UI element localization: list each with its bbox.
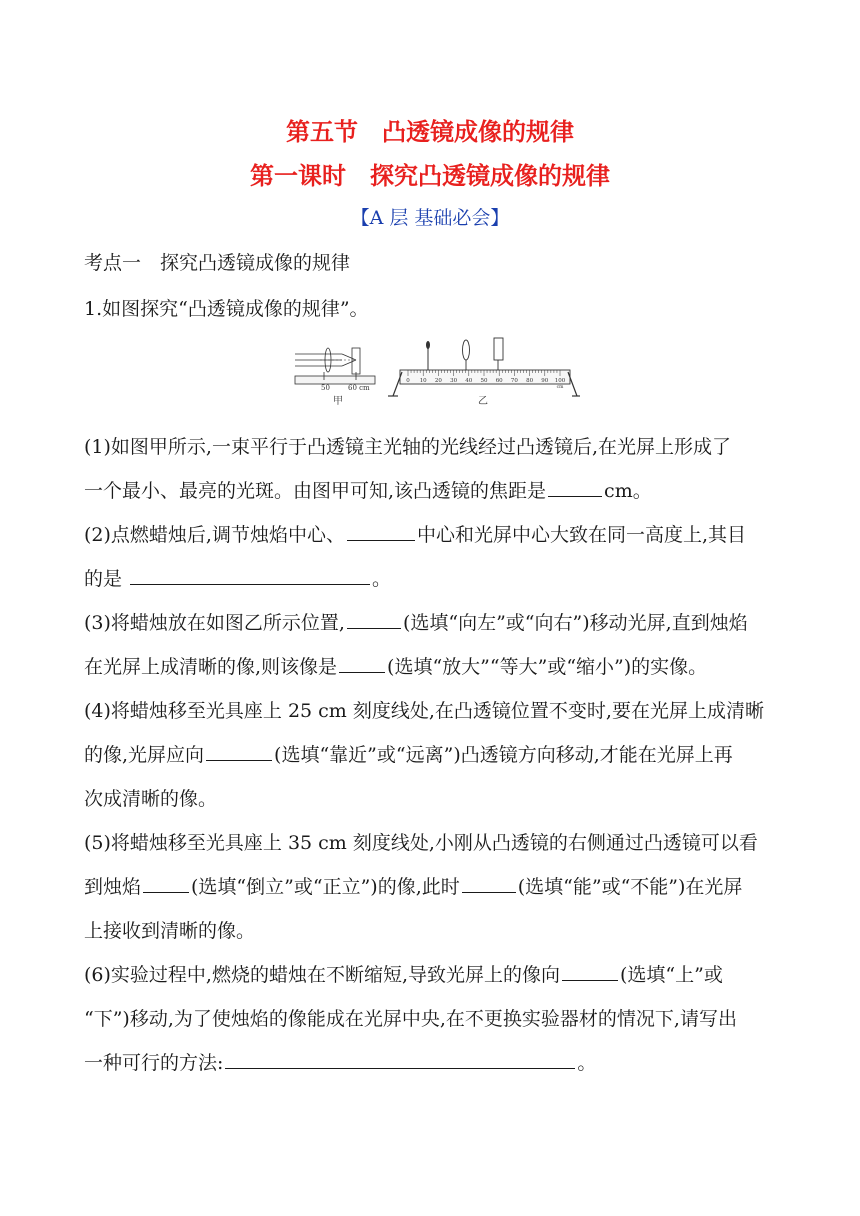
bench-scale-label: 10 bbox=[419, 378, 427, 384]
part-3-line-1 bbox=[84, 610, 784, 636]
answer-blank-7[interactable] bbox=[143, 874, 189, 893]
part-1-text: 一个最小、最亮的光斑。由图甲可知,该凸透镜的焦距是 bbox=[84, 480, 547, 502]
part-4-text-cont: (选填“靠近”或“远离”)凸透镜方向移动,才能在光屏上再 bbox=[274, 744, 733, 766]
answer-blank-9[interactable] bbox=[562, 962, 618, 981]
answer-blank-4[interactable] bbox=[347, 610, 401, 629]
question-stem: 1.如图探究“凸透镜成像的规律”。 bbox=[84, 298, 369, 320]
answer-blank-6[interactable] bbox=[206, 742, 272, 761]
part-4-line-1: (4)将蜡烛移至光具座上 25 cm 刻度线处,在凸透镜位置不变时,要在光屏上成清晰 bbox=[84, 700, 764, 722]
part-6-options: (选填“上”或 bbox=[620, 964, 723, 986]
part-5-line-2 bbox=[84, 874, 784, 900]
bench-scale-label: 90 bbox=[541, 378, 549, 384]
bench-scale-label: 0 bbox=[406, 378, 410, 384]
part-6-line-2: “下”)移动,为了使烛焰的像能成在光屏中央,在不更换实验器材的情况下,请写出 bbox=[84, 1008, 737, 1030]
bench-scale-label: 70 bbox=[510, 378, 518, 384]
bench-scale-label: 80 bbox=[526, 378, 534, 384]
part-6-text: (6)实验过程中,燃烧的蜡烛在不断缩短,导致光屏上的像向 bbox=[84, 964, 560, 986]
candle-flame-icon bbox=[426, 341, 430, 349]
answer-blank-10[interactable] bbox=[225, 1050, 575, 1069]
bench-scale-label: 60 bbox=[495, 378, 503, 384]
part-3-line-2 bbox=[84, 654, 784, 680]
bench-scale-label: 100 bbox=[554, 378, 566, 384]
part-5-text-cont: (选填“能”或“不能”)在光屏 bbox=[517, 876, 743, 898]
answer-blank-5[interactable] bbox=[339, 654, 385, 673]
part-6-method-text: 一种可行的方法: bbox=[84, 1052, 224, 1074]
part-5-line-3: 上接收到清晰的像。 bbox=[84, 920, 256, 942]
part-1-line-2 bbox=[84, 478, 784, 504]
bench-scale-label: 30 bbox=[450, 378, 458, 384]
figure-left-apparatus bbox=[295, 348, 375, 407]
part-2-end: 。 bbox=[372, 568, 392, 590]
screen-icon bbox=[494, 338, 503, 360]
figure-label-left: 甲 bbox=[333, 396, 343, 407]
part-5-line-1: (5)将蜡烛移至光具座上 35 cm 刻度线处,小刚从凸透镜的右侧通过凸透镜可以看 bbox=[84, 832, 758, 854]
part-5-text: 到烛焰 bbox=[84, 876, 142, 898]
lesson-subtitle: 第一课时 探究凸透镜成像的规律 bbox=[250, 162, 610, 190]
figure-label-right: 乙 bbox=[478, 396, 488, 407]
part-1-line-1: (1)如图甲所示,一束平行于凸透镜主光轴的光线经过凸透镜后,在光屏上形成了 bbox=[84, 436, 731, 458]
bench-unit-label: cm bbox=[556, 385, 564, 390]
topic-heading: 考点一 探究凸透镜成像的规律 bbox=[84, 252, 351, 274]
level-label: 【A 层 基础必会】 bbox=[350, 207, 510, 229]
part-2-text: (2)点燃蜡烛后,调节烛焰中心、 bbox=[84, 524, 345, 546]
part-3-text: (3)将蜡烛放在如图乙所示位置, bbox=[84, 612, 345, 634]
lens-icon bbox=[463, 340, 470, 360]
bench-scale-label: 40 bbox=[465, 378, 473, 384]
part-3-image-options: (选填“放大”“等大”或“缩小”)的实像。 bbox=[387, 656, 708, 678]
bench-scale-label: 50 bbox=[480, 378, 488, 384]
left-scale-50: 50 bbox=[321, 384, 330, 392]
part-1-unit: cm。 bbox=[604, 480, 652, 502]
part-6-end: 。 bbox=[577, 1052, 597, 1074]
answer-blank-1[interactable] bbox=[548, 478, 602, 497]
answer-blank-8[interactable] bbox=[462, 874, 516, 893]
part-4-line-3: 次成清晰的像。 bbox=[84, 788, 218, 810]
part-6-line-3 bbox=[84, 1050, 784, 1076]
part-4-text: 的像,光屏应向 bbox=[84, 744, 205, 766]
part-5-text-mid: (选填“倒立”或“正立”)的像,此时 bbox=[191, 876, 460, 898]
part-3-image-text: 在光屏上成清晰的像,则该像是 bbox=[84, 656, 338, 678]
bench-scale-label: 20 bbox=[434, 378, 442, 384]
section-title: 第五节 凸透镜成像的规律 bbox=[286, 118, 574, 146]
part-4-line-2 bbox=[84, 742, 784, 768]
part-3-text-cont: (选填“向左”或“向右”)移动光屏,直到烛焰 bbox=[402, 612, 748, 634]
experiment-figure bbox=[290, 334, 580, 410]
answer-blank-2[interactable] bbox=[347, 522, 415, 541]
answer-blank-3[interactable] bbox=[130, 566, 370, 585]
left-scale-60: 60 cm bbox=[348, 384, 370, 392]
part-2-text-cont: 中心和光屏中心大致在同一高度上,其目 bbox=[416, 524, 747, 546]
figure-right-optical-bench bbox=[388, 338, 580, 407]
part-2-line-1 bbox=[84, 522, 784, 548]
part-2-line-2 bbox=[84, 566, 784, 592]
part-2-purpose-text: 的是 bbox=[84, 568, 123, 590]
part-6-line-1 bbox=[84, 962, 784, 988]
